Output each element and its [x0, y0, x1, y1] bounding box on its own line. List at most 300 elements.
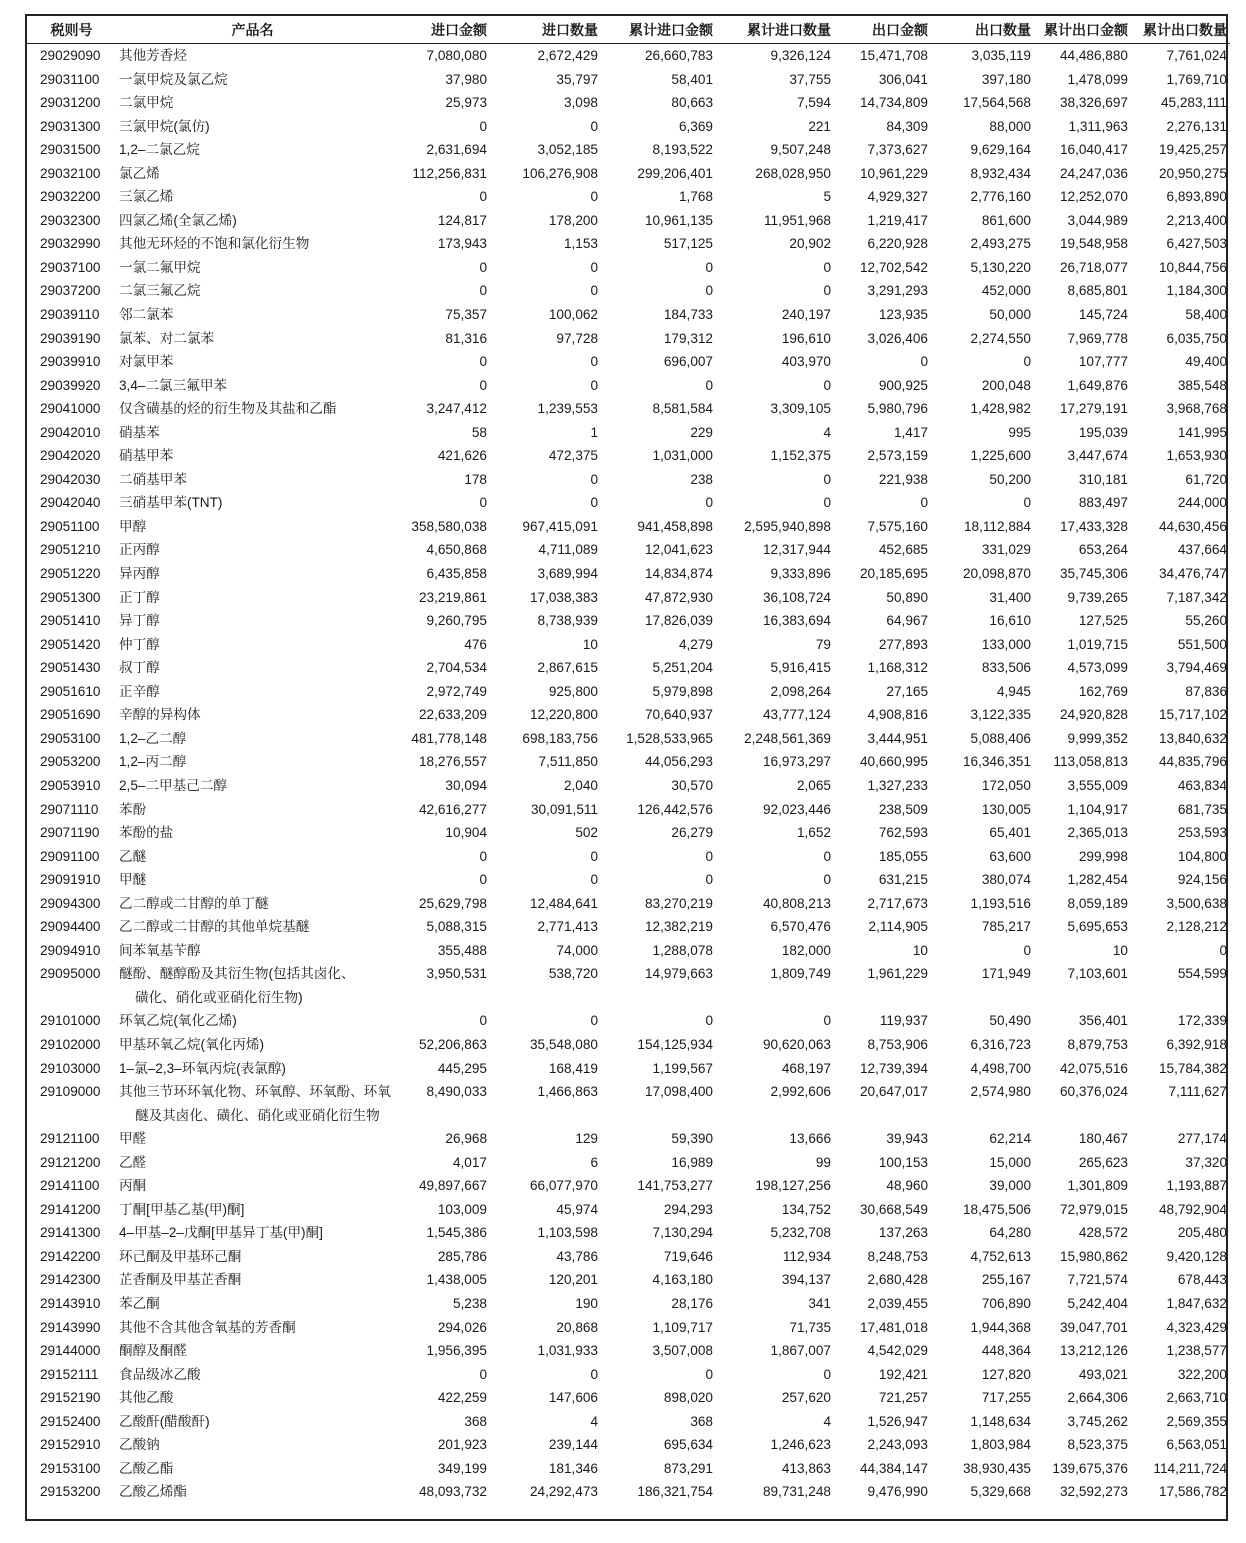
product-name-cell [116, 162, 389, 186]
import-value-cell: 0 [479, 354, 487, 370]
table-row [27, 44, 1230, 68]
product-name-line: 其他芳香烃 [119, 48, 187, 63]
table-row [27, 1268, 1230, 1292]
cum-export-qty-cell: 463,834 [1177, 777, 1227, 793]
cum-export-qty-cell: 55,260 [1185, 613, 1227, 629]
cum-import-value-cell: 59,390 [671, 1131, 713, 1147]
cum-import-qty-cell: 36,108,724 [762, 589, 831, 605]
import-qty-cell: 0 [590, 495, 598, 511]
product-name-line: 乙醛 [119, 1154, 147, 1170]
import-qty-cell: 1 [590, 424, 598, 440]
product-name-line: 苯乙酮 [119, 1295, 160, 1311]
export-qty-cell: 65,401 [989, 825, 1031, 841]
table-row [27, 1292, 1230, 1316]
export-qty-cell: 785,217 [981, 919, 1031, 935]
cum-import-qty-cell: 79 [815, 636, 831, 652]
cum-import-value-cell: 14,834,874 [644, 566, 713, 582]
export-value-cell: 15,471,708 [859, 48, 928, 63]
cum-export-value-cell: 10 [1112, 942, 1128, 958]
product-name-cell [116, 892, 389, 916]
cum-import-qty-cell: 43,777,124 [762, 707, 831, 723]
import-qty-cell: 45,974 [556, 1201, 598, 1217]
cum-export-qty-cell: 1,847,632 [1166, 1295, 1227, 1311]
cum-export-qty-cell: 681,735 [1177, 801, 1227, 817]
product-name-line: 正丙醇 [119, 542, 160, 558]
cum-export-value-cell: 1,104,917 [1067, 801, 1128, 817]
product-name-line: 叔丁醇 [119, 660, 160, 676]
cum-export-qty-cell: 678,443 [1177, 1272, 1227, 1288]
tariff-code-cell: 29152190 [40, 1390, 101, 1406]
product-name-cell [116, 421, 389, 445]
table-row [27, 538, 1230, 562]
import-qty-cell: 0 [590, 259, 598, 275]
cum-import-value-cell: 299,206,401 [637, 165, 713, 181]
tariff-code-cell: 29051430 [40, 660, 101, 676]
export-qty-cell: 127,820 [981, 1366, 1031, 1382]
tariff-code-cell: 29095000 [40, 966, 101, 982]
product-name-cell [116, 538, 389, 562]
export-qty-cell: 1,803,984 [970, 1437, 1031, 1453]
export-qty-cell: 6,316,723 [970, 1036, 1031, 1052]
import-value-cell: 0 [479, 283, 487, 299]
cum-import-value-cell: 8,581,584 [652, 401, 713, 417]
product-name-cell [116, 609, 389, 633]
tariff-code-cell: 29032990 [40, 236, 101, 252]
import-value-cell: 5,088,315 [426, 919, 487, 935]
table-row [27, 586, 1230, 610]
cum-import-qty-cell: 92,023,446 [762, 801, 831, 817]
product-name-line: 酮醇及酮醛 [119, 1343, 187, 1359]
cum-export-qty-cell: 13,840,632 [1158, 730, 1227, 746]
import-qty-cell: 0 [590, 354, 598, 370]
import-qty-cell: 168,419 [548, 1060, 598, 1076]
export-qty-cell: 200,048 [981, 377, 1031, 393]
product-name-line: 正丁醇 [119, 589, 160, 605]
export-qty-cell: 452,000 [981, 283, 1031, 299]
import-qty-cell: 10 [582, 636, 598, 652]
cum-export-qty-cell: 1,193,887 [1166, 1178, 1227, 1194]
import-value-cell: 1,956,395 [426, 1343, 487, 1359]
tariff-code-cell: 29141300 [40, 1225, 101, 1241]
export-qty-cell: 1,193,516 [970, 895, 1031, 911]
import-qty-cell: 0 [590, 377, 598, 393]
cum-export-value-cell: 3,044,989 [1067, 212, 1128, 228]
import-value-cell: 42,616,277 [418, 801, 487, 817]
import-value-cell: 112,256,831 [412, 165, 487, 181]
tariff-code-cell: 29053200 [40, 754, 101, 770]
cum-export-value-cell: 310,181 [1078, 471, 1128, 487]
product-name-cell [116, 303, 389, 327]
export-qty-cell: 88,000 [989, 118, 1031, 134]
cum-import-qty-cell: 341 [808, 1295, 831, 1311]
table-row [27, 1221, 1230, 1245]
cum-export-value-cell: 180,467 [1078, 1131, 1128, 1147]
export-value-cell: 7,575,160 [867, 518, 928, 534]
tariff-code-cell: 29051100 [40, 518, 100, 534]
product-name-line: 1,2–乙二醇 [119, 730, 187, 746]
product-name-cell [116, 374, 389, 398]
cum-export-value-cell: 7,969,778 [1067, 330, 1128, 346]
cum-export-qty-cell: 49,400 [1185, 354, 1227, 370]
tariff-code-cell: 29121200 [40, 1154, 101, 1170]
cum-export-qty-cell: 104,800 [1177, 848, 1227, 864]
export-value-cell: 1,526,947 [867, 1413, 928, 1429]
cum-export-value-cell: 162,769 [1078, 683, 1128, 699]
import-qty-cell: 190 [575, 1295, 598, 1311]
tariff-code-cell: 29144000 [40, 1343, 101, 1359]
cum-export-value-cell: 1,301,809 [1067, 1178, 1128, 1194]
export-qty-cell: 171,949 [981, 966, 1031, 982]
cum-export-value-cell: 5,242,404 [1067, 1295, 1128, 1311]
cum-export-qty-cell: 385,548 [1177, 377, 1227, 393]
import-qty-cell: 0 [590, 848, 598, 864]
export-qty-cell: 50,200 [989, 471, 1031, 487]
import-qty-cell: 0 [590, 872, 598, 888]
cum-export-value-cell: 299,998 [1078, 848, 1128, 864]
table-row [27, 962, 1230, 1009]
cum-import-value-cell: 28,176 [671, 1295, 713, 1311]
product-name-line: 醚酚、醚醇酚及其衍生物(包括其卤化、 [119, 966, 355, 982]
product-name-line: 氯苯、对二氯苯 [119, 330, 215, 346]
import-value-cell: 103,009 [437, 1201, 487, 1217]
tariff-code-cell: 29142200 [40, 1248, 101, 1264]
export-value-cell: 2,243,093 [867, 1437, 928, 1453]
product-name-line: 甲醇 [119, 518, 147, 534]
export-value-cell: 14,734,809 [859, 95, 928, 111]
trade-table-frame [25, 14, 1228, 1521]
product-name-line: 二氯甲烷 [119, 95, 174, 111]
cum-import-qty-cell: 2,595,940,898 [744, 518, 831, 534]
product-name-line: 邻二氯苯 [119, 307, 174, 323]
cum-export-qty-cell: 34,476,747 [1158, 566, 1227, 582]
export-value-cell: 762,593 [878, 825, 928, 841]
cum-import-qty-cell: 0 [823, 848, 831, 864]
export-value-cell: 1,961,229 [867, 966, 928, 982]
product-name-cell [116, 115, 389, 139]
product-name-line: 异丙醇 [119, 566, 160, 582]
cum-export-value-cell: 883,497 [1078, 495, 1128, 511]
table-row [27, 138, 1230, 162]
cum-export-qty-cell: 44,835,796 [1158, 754, 1227, 770]
table-row [27, 845, 1230, 869]
import-value-cell: 124,817 [437, 212, 487, 228]
table-row [27, 1386, 1230, 1410]
cum-import-qty-cell: 11,951,968 [763, 212, 831, 228]
product-name-cell [116, 633, 389, 657]
export-value-cell: 306,041 [878, 71, 928, 87]
export-qty-cell: 0 [1023, 354, 1031, 370]
cum-import-qty-cell: 2,098,264 [770, 683, 831, 699]
cum-export-qty-cell: 244,000 [1177, 495, 1227, 511]
import-value-cell: 201,923 [437, 1437, 487, 1453]
cum-import-value-cell: 154,125,934 [637, 1036, 713, 1052]
export-value-cell: 6,220,928 [867, 236, 928, 252]
import-qty-cell: 181,346 [548, 1460, 598, 1476]
cum-export-qty-cell: 6,035,750 [1166, 330, 1227, 346]
import-value-cell: 0 [479, 1013, 487, 1029]
import-qty-cell: 239,144 [548, 1437, 598, 1453]
table-row [27, 727, 1230, 751]
table-row [27, 1457, 1230, 1481]
product-name-cell [116, 1268, 389, 1292]
tariff-code-cell: 29051610 [40, 683, 101, 699]
import-qty-cell: 7,511,850 [538, 754, 598, 770]
cum-export-value-cell: 24,920,828 [1059, 707, 1128, 723]
table-row [27, 892, 1230, 916]
cum-import-value-cell: 0 [705, 495, 713, 511]
import-value-cell: 1,438,005 [426, 1272, 487, 1288]
product-name-line: 其他乙酸 [119, 1390, 174, 1406]
product-name-cell [116, 491, 389, 515]
import-value-cell: 10,904 [445, 825, 487, 841]
export-qty-cell: 3,122,335 [970, 707, 1031, 723]
product-name-line: 乙酸钠 [119, 1437, 160, 1453]
cum-export-value-cell: 42,075,516 [1059, 1060, 1128, 1076]
product-name-line: 仅含磺基的烃的衍生物及其盐和乙酯 [119, 401, 337, 417]
table-row [27, 633, 1230, 657]
cum-export-qty-cell: 2,663,710 [1166, 1390, 1227, 1406]
export-value-cell: 0 [920, 354, 928, 370]
cum-export-value-cell: 4,573,099 [1067, 660, 1128, 676]
product-name-line: 一氯甲烷及氯乙烷 [119, 71, 228, 87]
export-value-cell: 12,702,542 [859, 259, 928, 275]
cum-export-qty-cell: 0 [1219, 942, 1227, 958]
cum-export-qty-cell: 1,769,710 [1166, 71, 1227, 87]
tariff-code-cell: 29031300 [40, 118, 101, 134]
export-value-cell: 3,444,951 [867, 730, 928, 746]
product-name-cell [116, 1057, 389, 1081]
export-value-cell: 631,215 [878, 872, 928, 888]
tariff-code-cell: 29039910 [40, 354, 101, 370]
cum-import-value-cell: 873,291 [663, 1460, 713, 1476]
cum-import-qty-cell: 40,808,213 [762, 895, 831, 911]
export-value-cell: 452,685 [878, 542, 928, 558]
table-row [27, 656, 1230, 680]
cum-export-qty-cell: 2,213,400 [1166, 212, 1227, 228]
table-row [27, 774, 1230, 798]
product-name-cell [116, 1127, 389, 1151]
cum-export-qty-cell: 6,563,051 [1166, 1437, 1227, 1453]
import-value-cell: 3,950,531 [426, 966, 487, 982]
tariff-code-cell: 29039190 [40, 330, 101, 346]
table-row [27, 1033, 1230, 1057]
cum-export-qty-cell: 45,283,111 [1160, 95, 1227, 111]
export-value-cell: 185,055 [878, 848, 928, 864]
cum-import-value-cell: 517,125 [663, 236, 713, 252]
table-row [27, 1480, 1230, 1504]
tariff-code-cell: 29051410 [40, 613, 101, 629]
import-value-cell: 2,631,694 [426, 142, 487, 158]
cum-export-value-cell: 9,739,265 [1067, 589, 1128, 605]
cum-import-value-cell: 17,098,400 [644, 1084, 713, 1100]
export-qty-cell: 380,074 [981, 872, 1031, 888]
cum-export-value-cell: 145,724 [1078, 307, 1128, 323]
table-row [27, 1127, 1230, 1151]
cum-export-value-cell: 17,279,191 [1059, 401, 1128, 417]
cum-import-qty-cell: 1,809,749 [770, 966, 831, 982]
cum-import-qty-cell: 9,507,248 [770, 142, 831, 158]
product-name-cell [116, 327, 389, 351]
import-qty-cell: 178,200 [548, 212, 598, 228]
cum-export-value-cell: 13,212,126 [1059, 1343, 1128, 1359]
export-qty-cell: 1,428,982 [970, 401, 1031, 417]
cum-export-value-cell: 3,745,262 [1067, 1413, 1128, 1429]
cum-import-value-cell: 141,753,277 [637, 1178, 713, 1194]
cum-import-value-cell: 1,109,717 [652, 1319, 713, 1335]
import-qty-cell: 0 [590, 471, 598, 487]
import-value-cell: 178 [464, 471, 487, 487]
cum-import-value-cell: 7,130,294 [652, 1225, 713, 1241]
cum-export-qty-cell: 7,761,024 [1166, 48, 1227, 63]
tariff-code-cell: 29053910 [40, 777, 101, 793]
product-name-cell [116, 444, 389, 468]
table-row [27, 798, 1230, 822]
cum-import-qty-cell: 6,570,476 [770, 919, 831, 935]
export-qty-cell: 9,629,164 [970, 142, 1031, 158]
product-name-cell [116, 680, 389, 704]
export-value-cell: 192,421 [878, 1366, 928, 1382]
import-qty-cell: 12,220,800 [529, 707, 598, 723]
cum-import-qty-cell: 0 [823, 283, 831, 299]
import-qty-cell: 0 [590, 189, 598, 205]
cum-export-value-cell: 139,675,376 [1052, 1460, 1128, 1476]
product-name-cell [116, 1292, 389, 1316]
export-value-cell: 4,542,029 [867, 1343, 928, 1359]
cum-export-qty-cell: 44,630,456 [1158, 518, 1227, 534]
cum-export-qty-cell: 4,323,429 [1166, 1319, 1227, 1335]
header-cum-import-qty: 累计进口数量 [716, 16, 834, 44]
header-export-value: 出口金额 [834, 16, 931, 44]
export-qty-cell: 397,180 [981, 71, 1031, 87]
cum-export-value-cell: 356,401 [1078, 1013, 1128, 1029]
import-value-cell: 1,545,386 [426, 1225, 487, 1241]
export-qty-cell: 50,000 [989, 307, 1031, 323]
import-value-cell: 476 [464, 636, 487, 652]
import-qty-cell: 0 [590, 283, 598, 299]
cum-import-qty-cell: 1,867,007 [770, 1343, 831, 1359]
export-qty-cell: 4,945 [996, 683, 1031, 699]
cum-import-qty-cell: 268,028,950 [755, 165, 831, 181]
cum-export-value-cell: 8,879,753 [1067, 1036, 1128, 1052]
export-qty-cell: 1,944,368 [970, 1319, 1031, 1335]
table-row [27, 256, 1230, 280]
tariff-code-cell: 29051210 [40, 542, 101, 558]
product-name-line: 1–氯–2,3–环氧丙烷(表氯醇) [119, 1060, 286, 1076]
product-name-line: 乙酸乙烯酯 [119, 1484, 187, 1500]
tariff-code-cell: 29109000 [40, 1084, 101, 1100]
tariff-code-cell: 29152910 [40, 1437, 101, 1453]
product-name-line: 氯乙烯 [119, 165, 160, 181]
product-name-cell [116, 586, 389, 610]
cum-export-value-cell: 7,103,601 [1067, 966, 1128, 982]
tariff-code-cell: 29032300 [40, 212, 101, 228]
table-row [27, 1316, 1230, 1340]
import-qty-cell: 35,548,080 [529, 1036, 598, 1052]
export-value-cell: 123,935 [878, 307, 928, 323]
tariff-code-cell: 29141200 [40, 1201, 101, 1217]
import-value-cell: 0 [479, 118, 487, 134]
import-qty-cell: 0 [590, 118, 598, 134]
cum-import-qty-cell: 134,752 [781, 1201, 831, 1217]
import-value-cell: 2,704,534 [426, 660, 487, 676]
cum-export-value-cell: 493,021 [1078, 1366, 1128, 1382]
cum-export-value-cell: 5,695,653 [1067, 919, 1128, 935]
cum-export-value-cell: 7,721,574 [1067, 1272, 1128, 1288]
table-row [27, 397, 1230, 421]
export-qty-cell: 17,564,568 [962, 95, 1031, 111]
export-qty-cell: 706,890 [981, 1295, 1031, 1311]
cum-export-value-cell: 1,019,715 [1067, 636, 1128, 652]
cum-import-qty-cell: 2,992,606 [770, 1084, 831, 1100]
cum-export-qty-cell: 20,950,275 [1158, 165, 1227, 181]
cum-export-value-cell: 44,486,880 [1059, 48, 1128, 63]
cum-import-value-cell: 14,979,663 [644, 966, 713, 982]
import-value-cell: 25,973 [445, 95, 487, 111]
cum-import-value-cell: 5,251,204 [652, 660, 713, 676]
export-value-cell: 64,967 [886, 613, 928, 629]
table-row [27, 1151, 1230, 1175]
product-name-line: 异丁醇 [119, 613, 160, 629]
cum-import-value-cell: 1,199,567 [652, 1060, 713, 1076]
tariff-code-cell: 29094910 [40, 942, 101, 958]
product-name-cell [116, 397, 389, 421]
cum-import-value-cell: 12,041,623 [644, 542, 713, 558]
tariff-code-cell: 29051300 [40, 589, 101, 605]
export-value-cell: 1,417 [893, 424, 928, 440]
import-value-cell: 3,247,412 [426, 401, 487, 417]
cum-export-value-cell: 2,365,013 [1067, 825, 1128, 841]
export-value-cell: 119,937 [879, 1013, 928, 1029]
export-qty-cell: 39,000 [989, 1178, 1031, 1194]
cum-import-qty-cell: 20,902 [789, 236, 831, 252]
table-row [27, 1174, 1230, 1198]
tariff-code-cell: 29051420 [40, 636, 101, 652]
table-row [27, 1433, 1230, 1457]
cum-import-qty-cell: 9,333,896 [770, 566, 831, 582]
import-value-cell: 7,080,080 [426, 48, 487, 63]
import-qty-cell: 30,091,511 [530, 801, 598, 817]
product-name-cell [116, 1316, 389, 1340]
cum-export-value-cell: 1,478,099 [1067, 71, 1128, 87]
export-qty-cell: 20,098,870 [962, 566, 1031, 582]
export-value-cell: 221,938 [878, 471, 928, 487]
cum-import-value-cell: 0 [705, 259, 713, 275]
cum-export-value-cell: 26,718,077 [1059, 259, 1128, 275]
table-row [27, 232, 1230, 256]
cum-export-value-cell: 35,745,306 [1059, 566, 1128, 582]
export-value-cell: 1,219,417 [867, 212, 928, 228]
import-qty-cell: 2,771,413 [537, 919, 598, 935]
product-name-line: 一氯二氟甲烷 [119, 259, 201, 275]
cum-export-value-cell: 3,555,009 [1067, 777, 1128, 793]
product-name-line: 三氯甲烷(氯仿) [119, 118, 210, 134]
cum-import-value-cell: 238 [690, 471, 713, 487]
export-qty-cell: 2,776,160 [970, 189, 1031, 205]
cum-export-value-cell: 113,058,813 [1053, 754, 1128, 770]
cum-export-value-cell: 428,572 [1078, 1225, 1128, 1241]
product-name-line: 正辛醇 [119, 683, 160, 699]
import-qty-cell: 20,868 [556, 1319, 598, 1335]
tariff-code-cell: 29101000 [40, 1013, 101, 1029]
export-value-cell: 1,168,312 [867, 660, 928, 676]
export-qty-cell: 1,225,600 [970, 448, 1031, 464]
cum-import-qty-cell: 16,383,694 [762, 613, 831, 629]
product-name-cell [116, 1009, 389, 1033]
cum-import-value-cell: 5,979,898 [652, 683, 713, 699]
product-name-cell [116, 774, 389, 798]
table-row [27, 609, 1230, 633]
cum-export-qty-cell: 3,794,469 [1166, 660, 1227, 676]
